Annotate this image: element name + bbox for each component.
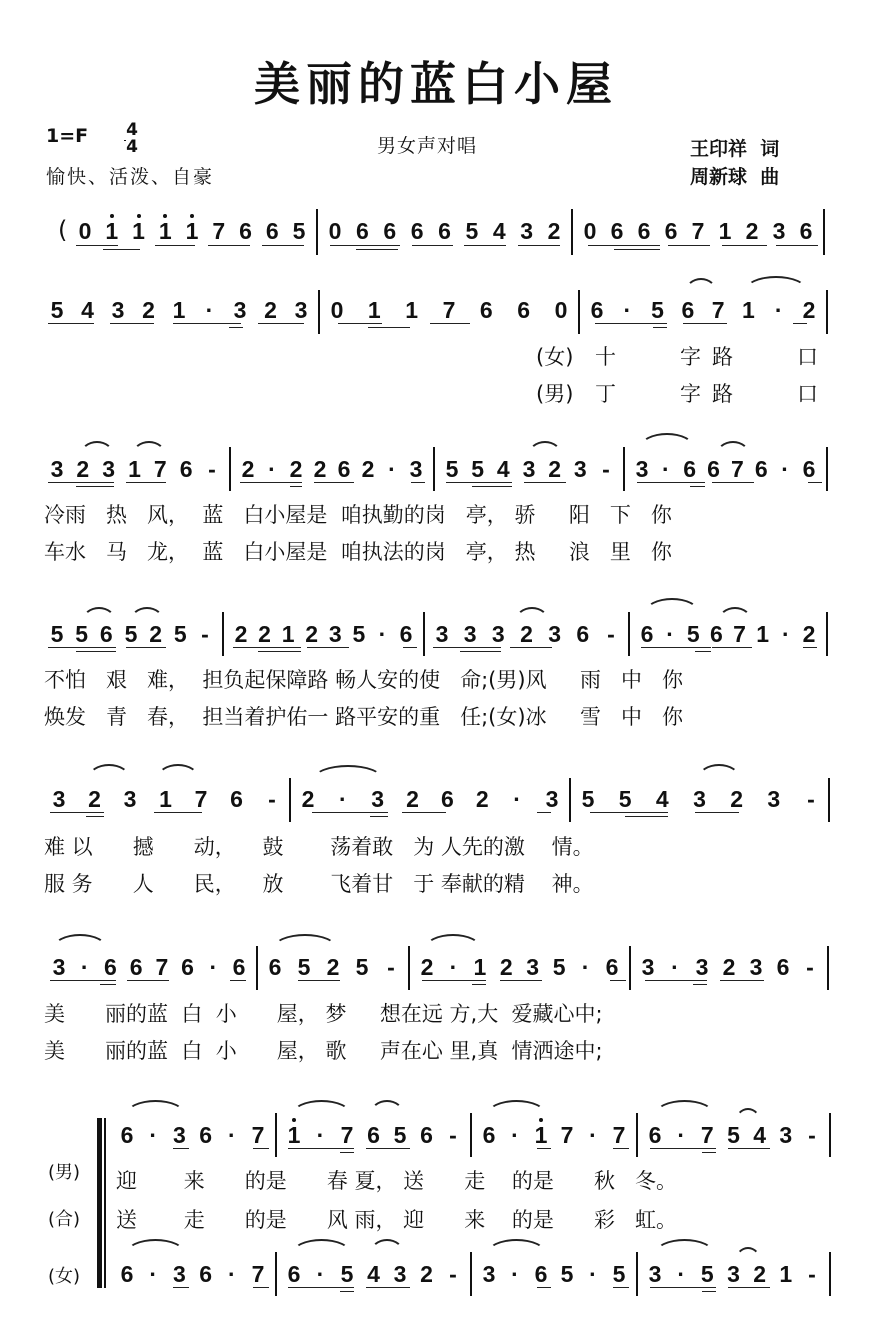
note: 1 (281, 621, 295, 647)
augmentation-dot: · (623, 297, 632, 323)
note: 3 (491, 621, 505, 647)
note: 2 (730, 786, 744, 812)
lyric-part-label: (男) (536, 382, 574, 406)
lyricist-credit: 王印祥 词 (690, 138, 780, 160)
note: 5 (340, 1261, 354, 1287)
augmentation-dot: · (662, 456, 670, 482)
note: 3 (172, 1122, 186, 1148)
note: 1 (756, 621, 770, 647)
note: 6 (648, 1122, 662, 1148)
augmentation-dot: · (339, 786, 347, 812)
note: 5 (297, 954, 311, 980)
note: 7 (212, 218, 226, 244)
note: 7 (251, 1261, 265, 1287)
note: 2 (258, 621, 271, 647)
barline (826, 290, 828, 334)
note: 6 (482, 1122, 496, 1148)
composer-credit: 周新球 曲 (690, 166, 780, 188)
note: 6 (438, 218, 451, 244)
note: 3 (767, 786, 781, 812)
note: 3 (435, 621, 449, 647)
note: 6 (754, 456, 768, 482)
lyric-line: 车水 马 龙， 蓝 白小屋是 咱执法的岗 亭， 热 浪 里 你 (44, 540, 672, 564)
note: 0 (554, 297, 568, 323)
barline (826, 447, 828, 491)
barline (433, 447, 435, 491)
augmentation-dot: · (677, 1261, 685, 1287)
dash-extension: - (808, 1261, 816, 1287)
barline (316, 209, 318, 255)
note: 6 (199, 1261, 212, 1287)
note: 7 (560, 1122, 574, 1148)
augmentation-dot: · (378, 621, 387, 647)
note: 4 (492, 218, 506, 244)
barline (222, 612, 224, 656)
note: 6 (590, 297, 604, 323)
note: 7 (442, 297, 456, 323)
augmentation-dot: · (666, 621, 674, 647)
part-label-chorus: (合) (48, 1209, 81, 1230)
lyric-line: 服 务 人 民， 放 飞着甘 于 奉献的精 神。 (44, 872, 594, 896)
note: 2 (149, 621, 163, 647)
note: 3 (482, 1261, 496, 1287)
note: 3 (772, 218, 786, 244)
note: 2 (475, 786, 489, 812)
part-label-male: (男) (48, 1162, 81, 1183)
note: 3 (409, 456, 423, 482)
note: 6 (337, 456, 351, 482)
barline (275, 1252, 277, 1296)
note: 3 (294, 297, 308, 323)
augmentation-dot: · (589, 1261, 597, 1287)
note: 1 (130, 219, 148, 243)
note: 3 (695, 954, 709, 980)
note: 1 (779, 1261, 793, 1287)
note: 1 (156, 219, 174, 243)
note: 6 (268, 954, 282, 980)
note: 6 (367, 1122, 380, 1148)
note: 2 (548, 456, 562, 482)
note: 5 (581, 786, 595, 812)
part-bracket (97, 1118, 102, 1288)
note: 0 (583, 218, 597, 244)
note: 5 (560, 1261, 574, 1287)
lyric-line: 送 走 的是 风 雨， 迎 来 的是 彩 虹。 (116, 1208, 678, 1232)
note: 6 (199, 1122, 212, 1148)
note: 3 (749, 954, 763, 980)
note: 3 (779, 1122, 793, 1148)
note: 3 (50, 456, 64, 482)
time-signature (122, 122, 142, 156)
dash-extension: - (208, 456, 216, 482)
note: 3 (648, 1261, 662, 1287)
note: 6 (534, 1261, 548, 1287)
note: 2 (547, 218, 561, 244)
note: 1 (532, 1123, 550, 1147)
dash-extension: - (449, 1122, 457, 1148)
note: 6 (605, 954, 619, 980)
note: 6 (179, 456, 193, 482)
barline (636, 1252, 638, 1296)
note: 6 (517, 297, 531, 323)
note: 6 (707, 456, 720, 482)
barline (423, 612, 425, 656)
note: 3 (545, 786, 559, 812)
time-signature-top: 4 (126, 120, 138, 140)
note: 5 (700, 1261, 714, 1287)
note: 5 (651, 297, 664, 323)
note: 4 (753, 1122, 767, 1148)
part-label-female: (女) (48, 1266, 81, 1287)
note: 2 (406, 786, 419, 812)
note: 2 (745, 218, 759, 244)
note: 3 (172, 1261, 186, 1287)
barline (275, 1113, 277, 1157)
augmentation-dot: · (227, 1122, 236, 1148)
note: 6 (576, 621, 590, 647)
note: 2 (142, 297, 155, 323)
augmentation-dot: · (581, 954, 590, 980)
note: 6 (776, 954, 790, 980)
augmentation-dot: · (268, 456, 276, 482)
augmentation-dot: · (316, 1122, 325, 1148)
note: 5 (552, 954, 566, 980)
note: 3 (371, 786, 385, 812)
note: 3 (522, 456, 536, 482)
note: 2 (289, 456, 303, 482)
note: 2 (499, 954, 513, 980)
note: 2 (241, 456, 255, 482)
note: 5 (50, 621, 64, 647)
note: 6 (420, 1122, 433, 1148)
note: 6 (355, 218, 369, 244)
note: 2 (264, 297, 277, 323)
augmentation-dot: · (513, 786, 521, 812)
lyric-line: 冷雨 热 风， 蓝 白小屋是 咱执勤的岗 亭， 骄 阳 下 你 (44, 503, 672, 527)
note: 3 (111, 297, 125, 323)
augmentation-dot: · (149, 1122, 158, 1148)
note: 1 (103, 219, 121, 243)
note: 3 (635, 456, 649, 482)
tempo-mood: 愉快、活泼、自豪 (46, 166, 215, 188)
note: 7 (194, 786, 208, 812)
note: 5 (393, 1122, 407, 1148)
note: 2 (88, 786, 101, 812)
note: 3 (52, 786, 66, 812)
augmentation-dot: · (781, 456, 789, 482)
note: 1 (473, 954, 487, 980)
lyric-line: 不怕 艰 难， 担负起保障路 畅人安的使 命;(男)风 雨 中 你 (44, 668, 683, 692)
note: 3 (328, 621, 342, 647)
dash-extension: - (807, 786, 815, 812)
barline (829, 1113, 831, 1157)
note: 0 (328, 218, 342, 244)
lyric-line: 美 丽的蓝 白 小 屋， 梦 想在远 方,大 爱藏心中; (44, 1002, 603, 1026)
barline (470, 1113, 472, 1157)
augmentation-dot: · (774, 297, 783, 323)
augmentation-dot: · (205, 297, 214, 323)
dash-extension: - (449, 1261, 457, 1287)
note: 5 (292, 218, 306, 244)
note: 3 (693, 786, 706, 812)
note: 2 (361, 456, 375, 482)
augmentation-dot: · (388, 456, 396, 482)
augmentation-dot: · (80, 954, 89, 980)
note: 5 (686, 621, 700, 647)
barline (289, 778, 291, 822)
dash-extension: - (268, 786, 276, 812)
note: 6 (399, 621, 413, 647)
note: 2 (305, 621, 319, 647)
note: 1 (718, 218, 732, 244)
note: 5 (50, 297, 64, 323)
barline (823, 209, 825, 255)
note: 6 (802, 456, 816, 482)
note: 6 (129, 954, 143, 980)
note: 3 (52, 954, 66, 980)
barline (628, 612, 630, 656)
barline (829, 1252, 831, 1296)
note: 1 (172, 297, 186, 323)
note: 5 (75, 621, 89, 647)
augmentation-dot: · (449, 954, 458, 980)
barline (623, 447, 625, 491)
note: 3 (573, 456, 587, 482)
note: 6 (287, 1261, 301, 1287)
dash-extension: - (607, 621, 615, 647)
note: 5 (355, 954, 369, 980)
note: 7 (153, 456, 167, 482)
note: 5 (727, 1122, 740, 1148)
note: 7 (733, 621, 746, 647)
note: 2 (234, 621, 248, 647)
note: 5 (612, 1261, 626, 1287)
dash-extension: - (602, 456, 610, 482)
augmentation-dot: · (671, 954, 679, 980)
augmentation-dot: · (316, 1261, 325, 1287)
augmentation-dot: · (227, 1261, 236, 1287)
note: 3 (548, 621, 562, 647)
note: 2 (420, 954, 434, 980)
augmentation-dot: · (511, 1122, 519, 1148)
note: 6 (441, 786, 454, 812)
note: 6 (181, 954, 194, 980)
note: 7 (700, 1122, 714, 1148)
note: 6 (104, 954, 117, 980)
note: 6 (637, 218, 651, 244)
lyric-line: 丁 字路 口 (595, 382, 830, 406)
note: 2 (802, 621, 816, 647)
note: 1 (159, 786, 172, 812)
note: 4 (655, 786, 669, 812)
note: 4 (496, 456, 510, 482)
note: 6 (265, 218, 279, 244)
barline (578, 290, 580, 334)
barline (470, 1252, 472, 1296)
note: 1 (742, 297, 755, 323)
note: 3 (727, 1261, 740, 1287)
note: 2 (326, 954, 340, 980)
note: 1 (285, 1123, 303, 1147)
note: 2 (76, 456, 90, 482)
page-title: 美丽的蓝白小屋 (254, 57, 618, 111)
note: 6 (683, 456, 697, 482)
note: 6 (681, 297, 695, 323)
note: 2 (753, 1261, 767, 1287)
lyric-line: 十 字路 口 (595, 345, 830, 369)
note: 6 (99, 621, 113, 647)
note: 7 (711, 297, 725, 323)
note: 6 (664, 218, 678, 244)
note: 3 (520, 218, 534, 244)
note: 5 (471, 456, 485, 482)
note: 6 (710, 621, 723, 647)
note: 2 (420, 1261, 433, 1287)
barline (629, 946, 631, 990)
note: 4 (367, 1261, 380, 1287)
note: 5 (465, 218, 479, 244)
note: 6 (479, 297, 493, 323)
note: 7 (731, 456, 744, 482)
note: 5 (124, 621, 138, 647)
augmentation-dot: · (511, 1261, 519, 1287)
note: 2 (301, 786, 315, 812)
note: 7 (612, 1122, 626, 1148)
note: 1 (367, 297, 381, 323)
note: 5 (445, 456, 459, 482)
performance-note: 男女声对唱 (377, 135, 478, 157)
note: 5 (352, 621, 366, 647)
note: 7 (691, 218, 705, 244)
time-signature-bottom: 4 (126, 137, 138, 157)
note: 7 (251, 1122, 265, 1148)
barline (827, 946, 829, 990)
note: 0 (330, 297, 344, 323)
note: 1 (128, 456, 141, 482)
dash-extension: - (808, 1122, 816, 1148)
barline (256, 946, 258, 990)
note: 1 (405, 297, 419, 323)
note: 6 (120, 1122, 134, 1148)
lyric-line: 迎 来 的是 春 夏， 送 走 的是 秋 冬。 (116, 1169, 678, 1193)
note: 3 (233, 297, 247, 323)
dash-extension: - (806, 954, 814, 980)
open-paren: ( (58, 216, 68, 244)
note: 0 (78, 218, 92, 244)
barline (408, 946, 410, 990)
note: 6 (799, 218, 813, 244)
augmentation-dot: · (209, 954, 218, 980)
note: 6 (120, 1261, 134, 1287)
note: 6 (383, 218, 397, 244)
note: 2 (722, 954, 736, 980)
barline (828, 778, 830, 822)
barline (318, 290, 320, 334)
note: 2 (313, 456, 327, 482)
augmentation-dot: · (149, 1261, 158, 1287)
note: 7 (155, 954, 169, 980)
barline (636, 1113, 638, 1157)
barline (571, 209, 573, 255)
note: 1 (183, 219, 201, 243)
barline (826, 612, 828, 656)
note: 3 (393, 1261, 407, 1287)
lyric-part-label: (女) (536, 345, 574, 369)
note: 3 (102, 456, 116, 482)
lyric-line: 美 丽的蓝 白 小 屋， 歌 声在心 里,真 情洒途中; (44, 1039, 603, 1063)
note: 6 (410, 218, 424, 244)
lyric-line: 难 以 撼 动， 鼓 荡着敢 为 人先的激 情。 (44, 835, 594, 859)
note: 3 (463, 621, 477, 647)
note: 5 (618, 786, 632, 812)
barline (229, 447, 231, 491)
note: 3 (526, 954, 540, 980)
note: 2 (520, 621, 533, 647)
augmentation-dot: · (589, 1122, 597, 1148)
note: 5 (173, 621, 187, 647)
note: 6 (640, 621, 654, 647)
augmentation-dot: · (782, 621, 790, 647)
note: 6 (230, 786, 243, 812)
lyric-line: 焕发 青 春， 担当着护佑一 路平安的重 任;(女)冰 雪 中 你 (44, 705, 683, 729)
note: 7 (340, 1122, 354, 1148)
key-signature: 1=F (46, 125, 89, 147)
barline (569, 778, 571, 822)
augmentation-dot: · (677, 1122, 685, 1148)
note: 4 (81, 297, 94, 323)
note: 3 (641, 954, 655, 980)
note: 3 (123, 786, 137, 812)
note: 6 (232, 954, 246, 980)
dash-extension: - (387, 954, 395, 980)
dash-extension: - (201, 621, 209, 647)
note: 6 (239, 218, 252, 244)
note: 2 (802, 297, 816, 323)
note: 6 (610, 218, 624, 244)
